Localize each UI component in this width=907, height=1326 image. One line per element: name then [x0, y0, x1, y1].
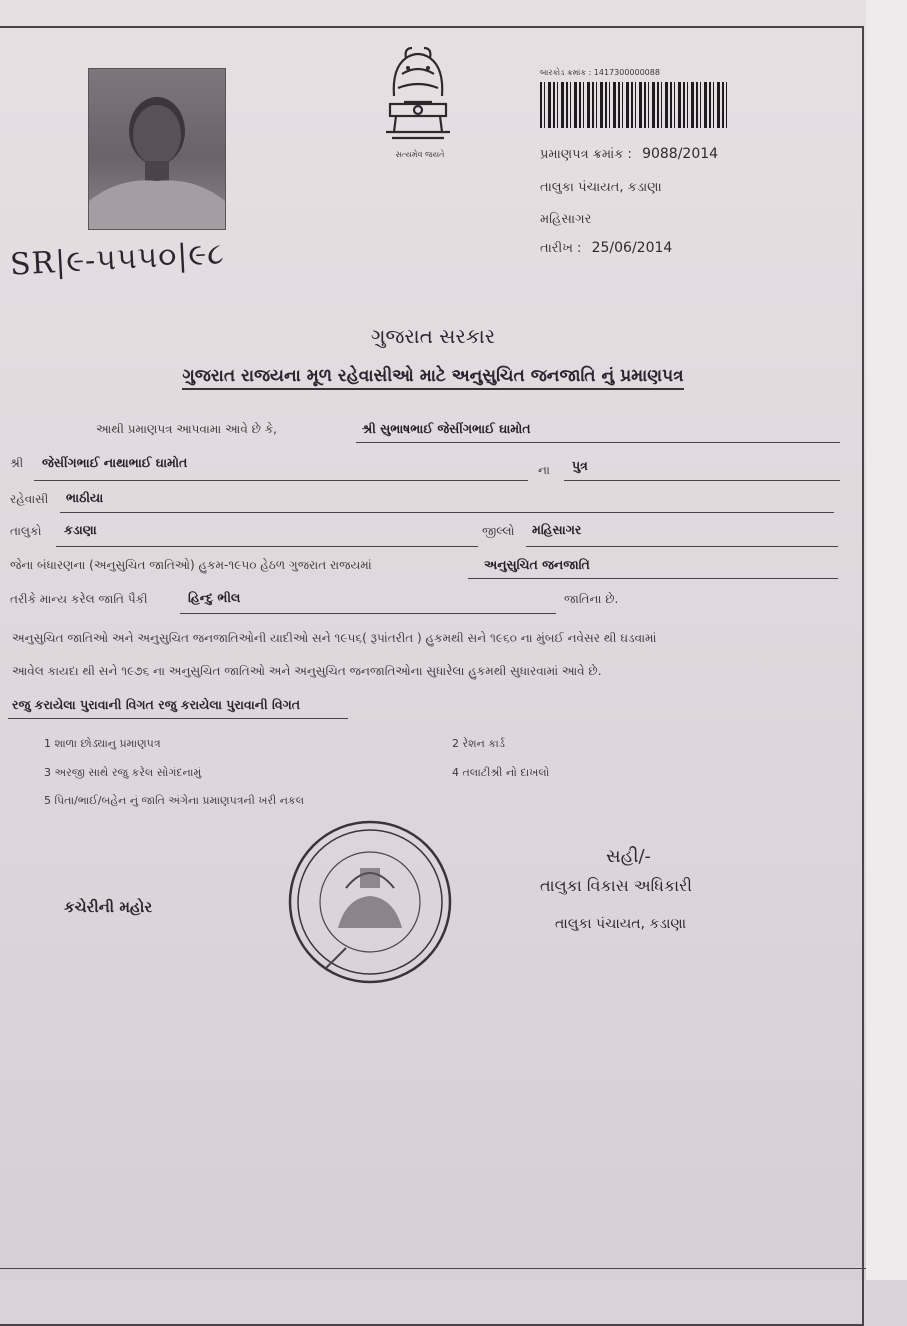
government-title: ગુજરાત સરકાર: [370, 324, 496, 348]
issue-date: [540, 240, 672, 256]
intro-label: આથી પ્રમાણપત્ર આપવામા આવે છે કે,: [96, 422, 277, 436]
caste-value: હિન્દુ ભીલ: [188, 590, 241, 605]
village-value: ભાઠીયા: [66, 490, 104, 505]
recognized-label: તરીકે માન્ય કરેલ જાતિ પૈકી: [10, 592, 148, 606]
person-photo: [88, 68, 226, 230]
issuing-district: મહિસાગર: [540, 212, 592, 227]
evidence-item-1: 1 શાળા છોડ્યાનુ પ્રમાણપત્ર: [44, 737, 161, 750]
evidence-heading: રજુ કરાયેલા પુરાવાની વિગત રજુ કરાયેલા પુરાવાની વિગત: [12, 697, 301, 712]
signatory-title: તાલુકા વિકાસ અધિકારી: [540, 876, 692, 895]
evidence-item-4: 4 તલાટીશ્રી નો દાખલો: [452, 766, 550, 779]
emblem-motto: સત્યમેવ જયતે: [395, 150, 445, 159]
district-label: જીલ્લો: [482, 524, 515, 538]
evidence-item-2: 2 રેશન કાર્ડ: [452, 737, 505, 750]
taluka-value: કડાણા: [64, 522, 97, 537]
order-label: જેના બંધારણના (અનુસુચિત જાતિઓ) હુકમ-૧૯૫૦ હેઠળ ગુજરાત રાજયમાં: [10, 558, 372, 572]
barcode-number: બારકોડ ક્રમાંક : 1417300000088: [540, 68, 660, 77]
issue-date-value: 25/06/2014: [591, 240, 673, 256]
district-value: મહિસાગર: [532, 522, 582, 537]
taluka-line: [56, 546, 478, 547]
relation-value: પુત્ર: [572, 458, 588, 473]
legal-paragraph-line-1: અનુસુચિત જાતિઓ અને અનુસુચિત જનજાતિઓની યાદીઓ સને ૧૯૫૬( રૂપાંતરીત ) હુકમથી સને ૧૯૬૦ ના મુંબઈ નવેસર થી ઘડવામાં: [12, 631, 657, 645]
caste-line: [180, 613, 556, 614]
official-seal-icon: [286, 818, 454, 986]
evidence-heading-line: [8, 718, 348, 719]
evidence-item-3: 3 અરજી સાથે રજુ કરેલ સોગંદનામું: [44, 766, 202, 779]
relation-label: ના: [538, 463, 550, 477]
certificate-title: [0, 366, 866, 386]
handwritten-serial: SR|૯-૫૫૫૦|૯૮: [9, 236, 226, 283]
certificate-title-text: ગુજરાત રાજયના મૂળ રહેવાસીઓ માટે અનુસુચિત જનજાતિ નું પ્રમાણપત્ર: [182, 366, 683, 390]
caste-suffix: જાતિના છે.: [564, 592, 619, 606]
holder-name-line: [356, 442, 840, 443]
relation-line: [564, 480, 840, 481]
legal-paragraph-line-2: આવેલ કાયદા થી સને ૧૯૭૬ ના અનુસુચિત જાતિઓ અને અનુસુચિત જનજાતિઓના સુધારેલા હુકમથી સુધારવામાં આવે છે.: [12, 664, 602, 678]
father-name-line: [34, 480, 528, 481]
office-seal-label: કચેરીની મહોર: [64, 898, 153, 916]
footer-line: [0, 1268, 866, 1269]
certificate-number: [540, 146, 718, 162]
village-line: [60, 512, 834, 513]
issuing-office: તાલુકા પંચાયત, કડાણા: [540, 180, 662, 195]
category-line: [468, 578, 838, 579]
scan-margin: [866, 0, 907, 1280]
state-emblem-icon: [376, 44, 460, 154]
certificate-number-label: પ્રમાણપત્ર ક્રમાંક :: [540, 147, 632, 162]
barcode-icon: [540, 82, 730, 128]
signatory-office: તાલુકા પંચાયત, કડાણા: [555, 916, 687, 932]
certificate-number-value: 9088/2014: [642, 146, 719, 162]
evidence-item-5: 5 પિતા/ભાઈ/બહેન નું જાતિ અંગેના પ્રમાણપત્રની ખરી નકલ: [44, 794, 305, 807]
taluka-label: તાલુકો: [10, 524, 42, 538]
resident-label: રહેવાસી: [10, 492, 49, 506]
district-line: [526, 546, 838, 547]
issue-date-label: તારીખ :: [540, 241, 582, 256]
father-prefix: શ્રી: [10, 456, 24, 470]
signature-mark: સહી/-: [606, 846, 651, 867]
father-name: જેસીંગભાઈ નાથાભાઈ ઘામોત: [42, 455, 188, 470]
holder-name: શ્રી સુભાષભાઈ જેસીંગભાઈ ઘામોત: [362, 421, 531, 436]
category-value: અનુસુચિત જનજાતિ: [484, 557, 590, 572]
